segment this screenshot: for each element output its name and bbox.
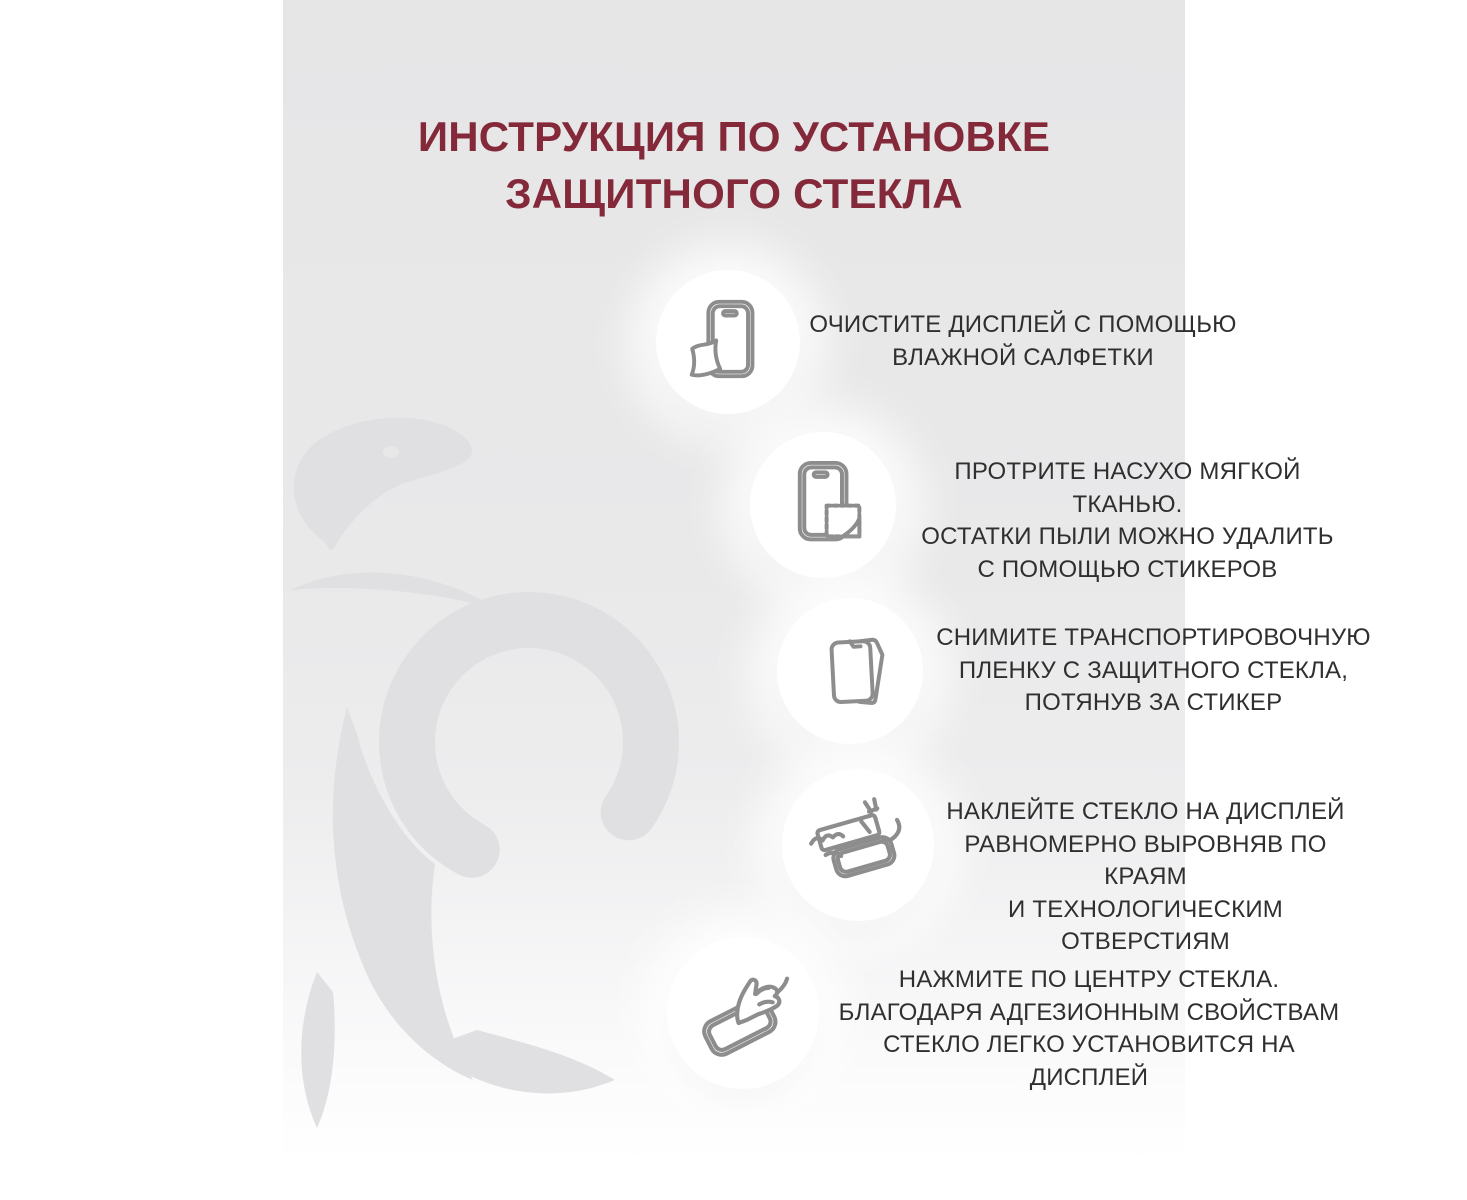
step-2-line-3: С ПОМОЩЬЮ СТИКЕРОВ xyxy=(977,555,1278,583)
step-3-line-3: ПОТЯНУВ ЗА СТИКЕР xyxy=(1024,689,1283,716)
step-2-text xyxy=(905,456,1350,586)
page-title xyxy=(283,108,1185,222)
step-3-text xyxy=(931,622,1376,720)
step-5-line-3: СТЕКЛО ЛЕГКО УСТАНОВИТСЯ НА ДИСПЛЕЙ xyxy=(883,1031,1295,1091)
step-1-icon-circle xyxy=(656,270,800,414)
step-3-line-1: СНИМИТЕ ТРАНСПОРТИРОВОЧНУЮ xyxy=(936,624,1371,651)
protective-film-icon xyxy=(800,621,899,720)
step-1-text xyxy=(808,309,1238,374)
step-3-icon-circle xyxy=(777,598,923,744)
step-5-line-1: НАЖМИТЕ ПО ЦЕНТРУ СТЕКЛА. xyxy=(898,966,1280,993)
step-2-icon-circle xyxy=(750,432,896,578)
press-center-icon xyxy=(691,961,794,1064)
page-title-line-2: ЗАЩИТНОГО СТЕКЛА xyxy=(505,170,963,217)
step-1-line-1: ОЧИСТИТЕ ДИСПЛЕЙ С ПОМОЩЬЮ xyxy=(809,311,1237,338)
step-2-line-1: ПРОТРИТЕ НАСУХО МЯГКОЙ ТКАНЬЮ. xyxy=(954,458,1301,518)
phone-wipe-icon xyxy=(679,293,777,391)
step-2-line-2: ОСТАТКИ ПЫЛИ МОЖНО УДАЛИТЬ xyxy=(921,523,1334,550)
page-title-line-1: ИНСТРУКЦИЯ ПО УСТАНОВКЕ xyxy=(417,113,1051,160)
step-5-icon-circle xyxy=(667,937,819,1089)
apply-glass-icon xyxy=(806,793,909,896)
step-4-text xyxy=(923,796,1368,959)
step-3-line-2: ПЛЕНКУ С ЗАЩИТНОГО СТЕКЛА, xyxy=(958,656,1349,684)
step-4-line-3: И ТЕХНОЛОГИЧЕСКИМ ОТВЕРСТИЯМ xyxy=(1008,895,1283,955)
content-panel xyxy=(283,0,1371,1200)
step-4-icon-circle xyxy=(782,769,934,921)
step-5-line-2: БЛАГОДАРЯ АДГЕЗИОННЫМ СВОЙСТВАМ xyxy=(838,998,1340,1026)
step-4-line-1: НАКЛЕЙТЕ СТЕКЛО НА ДИСПЛЕЙ xyxy=(946,798,1345,825)
step-5-text xyxy=(829,964,1349,1094)
step-4-line-2: РАВНОМЕРНО ВЫРОВНЯВ ПО КРАЯМ xyxy=(964,830,1327,890)
dolphin-watermark-icon xyxy=(277,412,757,1182)
phone-sticker-icon xyxy=(773,455,872,554)
step-1-line-2: ВЛАЖНОЙ САЛФЕТКИ xyxy=(892,343,1154,371)
